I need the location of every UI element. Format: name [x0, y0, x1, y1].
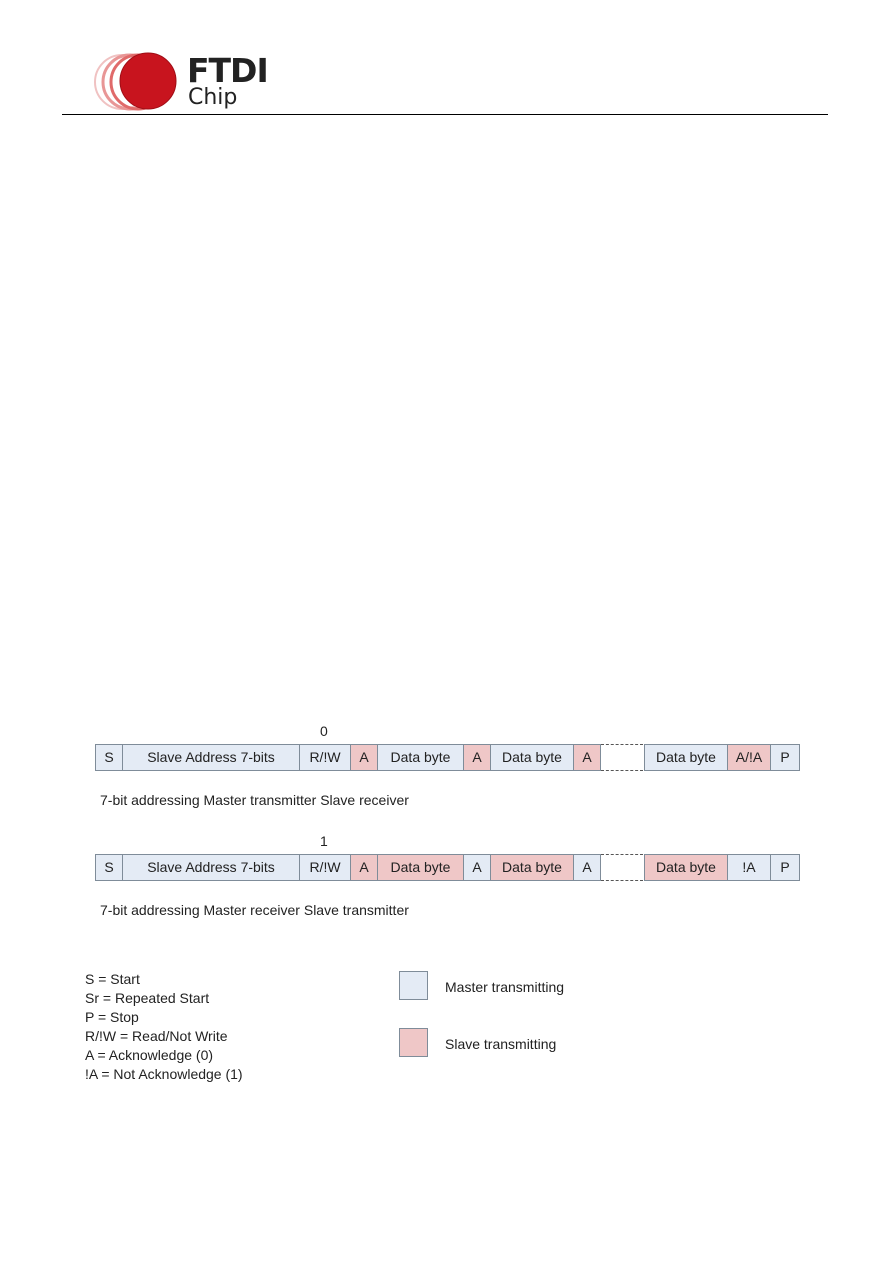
logo-sub-text: Chip: [188, 85, 238, 110]
cell-slave-address: Slave Address 7-bits: [122, 854, 300, 881]
diagram-2-caption: 7-bit addressing Master receiver Slave transmitter: [100, 902, 409, 918]
cell-ack: A: [350, 854, 378, 881]
cell-ack: A: [573, 744, 601, 771]
cell-ack: A: [350, 744, 378, 771]
cell-start: S: [95, 854, 123, 881]
legend-item: Sr = Repeated Start: [85, 990, 210, 1006]
header-rule: [62, 114, 828, 115]
cell-ack: A: [463, 744, 491, 771]
slave-label: Slave transmitting: [445, 1036, 557, 1052]
ftdi-logo: [92, 50, 268, 112]
frame-diagram-1: [95, 744, 801, 771]
cell-data-byte: Data byte: [377, 744, 464, 771]
cell-data-byte: Data byte: [377, 854, 464, 881]
cell-stop: P: [770, 854, 800, 881]
frame-diagram-2: [95, 854, 801, 881]
cell-stop: P: [770, 744, 800, 771]
continuation-gap: [601, 854, 643, 881]
abbreviation-legend: [85, 970, 243, 1084]
master-label: Master transmitting: [445, 979, 565, 995]
cell-ack: A: [573, 854, 601, 881]
cell-nack: !A: [727, 854, 771, 881]
rw-bit-value-1: 0: [320, 723, 328, 739]
cell-read-not-write: R/!W: [299, 744, 351, 771]
continuation-gap: [601, 744, 643, 771]
master-swatch: [399, 971, 428, 1000]
cell-ack: A: [463, 854, 491, 881]
legend-item: R/!W = Read/Not Write: [85, 1028, 228, 1044]
cell-slave-address: Slave Address 7-bits: [122, 744, 300, 771]
cell-data-byte: Data byte: [644, 744, 728, 771]
rw-bit-value-2: 1: [320, 833, 328, 849]
logo-brand-text: FTDI: [187, 51, 268, 90]
logo-circles-icon: [92, 50, 192, 112]
legend-item: P = Stop: [85, 1009, 139, 1025]
cell-ack-or-nack: A/!A: [727, 744, 771, 771]
legend-item: S = Start: [85, 971, 140, 987]
cell-read-not-write: R/!W: [299, 854, 351, 881]
slave-swatch: [399, 1028, 428, 1057]
cell-data-byte: Data byte: [490, 744, 574, 771]
cell-data-byte: Data byte: [490, 854, 574, 881]
cell-data-byte: Data byte: [644, 854, 728, 881]
diagram-1-caption: 7-bit addressing Master transmitter Slave receiver: [100, 792, 409, 808]
legend-item: !A = Not Acknowledge (1): [85, 1066, 243, 1082]
cell-start: S: [95, 744, 123, 771]
legend-item: A = Acknowledge (0): [85, 1047, 214, 1063]
